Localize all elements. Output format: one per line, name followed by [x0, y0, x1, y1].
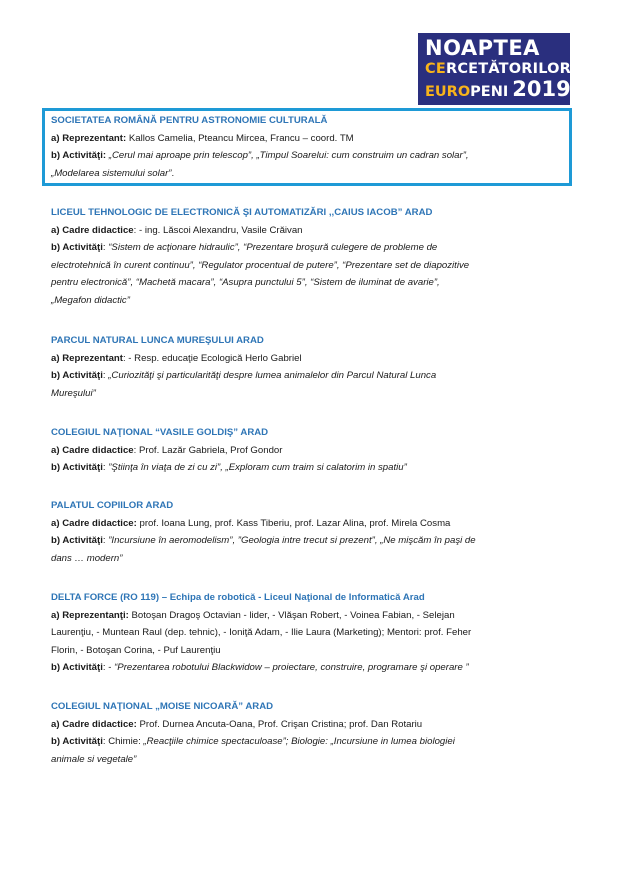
label: b) Activităţi: [51, 462, 103, 474]
label: b) Activităţi:: [51, 150, 107, 162]
section-delta-force: [51, 589, 571, 677]
value: ”Ştiinţa în viaţa de zi cu zi”, „Exploram cum traim si calatorim in spatiu”: [108, 462, 407, 474]
representatives-line-cont: Florin, - Botoşan Corina, - Puf Laurenţiu: [51, 644, 221, 656]
label: a) Reprezentant:: [51, 132, 127, 144]
value: „Reacţiile chimice spectaculoase”; Biologie: „Incursiune in lumea biologiei: [143, 736, 455, 748]
section-title: LICEUL TEHNOLOGIC DE ELECTRONICĂ ŞI AUTOMATIZĂRI ,,CAIUS IACOB” ARAD: [51, 207, 433, 218]
logo-line-3-rest: PENI: [470, 83, 509, 100]
activities-line-cont: „Megafon didactic”: [51, 294, 130, 306]
value: Botoşan Dragoş Octavian - lider, - Vlăşan Robert, - Voinea Fabian, - Selejan: [128, 609, 455, 621]
representative-line: [51, 350, 571, 368]
logo-line-3-accent: EURO: [425, 83, 471, 100]
activities-line: [51, 733, 571, 751]
staff-line: [51, 515, 571, 533]
staff-line: [51, 442, 571, 460]
section-title: PARCUL NATURAL LUNCA MUREŞULUI ARAD: [51, 335, 264, 346]
activities-line: [51, 147, 571, 165]
value: „Cerul mai aproape prin telescop”, „Timpul Soarelui: cum construim un cadran solar”,: [106, 150, 469, 162]
label: a) Reprezentanţi:: [51, 609, 129, 621]
label: b) Activităţi: [51, 242, 103, 254]
activities-line-cont: dans … modern”: [51, 552, 123, 564]
label: b) Activităţi: [51, 370, 103, 382]
section-title: COLEGIUL NAŢIONAL “VASILE GOLDIŞ” ARAD: [51, 427, 269, 438]
section-palatul-copiilor: [51, 497, 571, 567]
colon: : -: [102, 662, 115, 674]
activities-line-cont: animale si vegetale”: [51, 753, 137, 765]
event-logo: [418, 33, 570, 105]
label: a) Cadre didactice: [51, 444, 134, 456]
representatives-line-cont: Laurenţiu, - Muntean Raul (dep. tehnic), - Ioniţă Adam, - Ilie Laura (Marketing); Mentori: prof. Feher: [51, 627, 472, 639]
value: Prof. Durnea Ancuta-Oana, Prof. Crişan Cristina; prof. Dan Rotariu: [136, 718, 423, 730]
activities-line-cont: [51, 165, 571, 183]
colon: :: [102, 370, 109, 382]
logo-line-3: [425, 76, 571, 101]
value: “Sistem de acţionare hidraulic”, “Prezentare broşură culegere de probleme de: [108, 242, 438, 254]
section-title: COLEGIUL NAŢIONAL „MOISE NICOARĂ” ARAD: [51, 701, 274, 712]
value: : - Resp. educaţie Ecologică Herlo Gabriel: [122, 352, 302, 364]
label: a) Reprezentant: [51, 352, 123, 364]
logo-line-2: [425, 61, 572, 77]
section-moise-nicoara: [51, 698, 571, 768]
label: a) Cadre didactice: [51, 224, 134, 236]
label: a) Cadre didactice:: [51, 718, 137, 730]
label: a) Cadre didactice:: [51, 517, 137, 529]
colon: :: [102, 242, 109, 254]
activities-line-cont: Mureşului”: [51, 387, 96, 399]
section-astronomie: [51, 112, 571, 182]
value: prof. Ioana Lung, prof. Kass Tiberiu, prof. Lazar Alina, prof. Mirela Cosma: [136, 517, 451, 529]
label: b) Activităţi: [51, 535, 103, 547]
section-vasile-goldis: [51, 424, 571, 477]
activities-line: [51, 459, 571, 477]
activities-line: [51, 367, 571, 385]
representative-line: [51, 130, 571, 148]
colon: : Chimie:: [102, 736, 144, 748]
section-caius-iacob: [51, 204, 571, 310]
logo-line-1: NOAPTEA: [425, 36, 540, 60]
activities-line: [51, 532, 571, 550]
value: „Modelarea sistemului solar”: [51, 167, 172, 179]
label: b) Activităţi: [51, 736, 103, 748]
value: Kallos Camelia, Pteancu Mircea, Francu – coord. TM: [126, 132, 354, 144]
activities-line-cont: pentru electronică”, “Machetă macara”, “Asupra punctului 5”, “Sistem de iluminat de avarie”,: [51, 277, 440, 289]
value-end: .: [171, 167, 175, 179]
activities-line: [51, 239, 571, 257]
logo-year: 2019: [512, 76, 571, 101]
value: “Prezentarea robotului Blackwidow – proiectare, construire, programare şi operare ”: [114, 662, 469, 674]
logo-line-2-rest: RCETĂTORILOR: [445, 61, 572, 77]
activities-line-cont: electrotehnică în curent continuu”, “Regulator procentual de putere”, “Prezentare set de diapozitive: [51, 259, 470, 271]
section-lunca-muresului: [51, 332, 571, 402]
value: „Curiozităţi şi particularităţi despre lumea animalelor din Parcul Natural Lunca: [108, 370, 437, 382]
value: : Prof. Lazăr Gabriela, Prof Gondor: [133, 444, 283, 456]
staff-line: [51, 222, 571, 240]
value: ”Incursiune în aeromodelism”, ”Geologia intre trecut si prezent”, „Ne mişcăm în paşi de: [108, 535, 476, 547]
value: : - ing. Lăscoi Alexandru, Vasile Crăivan: [133, 224, 303, 236]
staff-line: [51, 716, 571, 734]
logo-line-2-accent: CE: [425, 61, 446, 77]
section-title: SOCIETATEA ROMÂNĂ PENTRU ASTRONOMIE CULTURALĂ: [51, 115, 328, 126]
representatives-line: [51, 607, 571, 625]
activities-line: [51, 659, 571, 677]
colon: :: [102, 462, 109, 474]
colon: :: [102, 535, 109, 547]
section-title: DELTA FORCE (RO 119) – Echipa de robotică - Liceul Naţional de Informatică Arad: [51, 592, 425, 603]
label: b) Activităţi: [51, 662, 103, 674]
section-title: PALATUL COPIILOR ARAD: [51, 500, 174, 511]
